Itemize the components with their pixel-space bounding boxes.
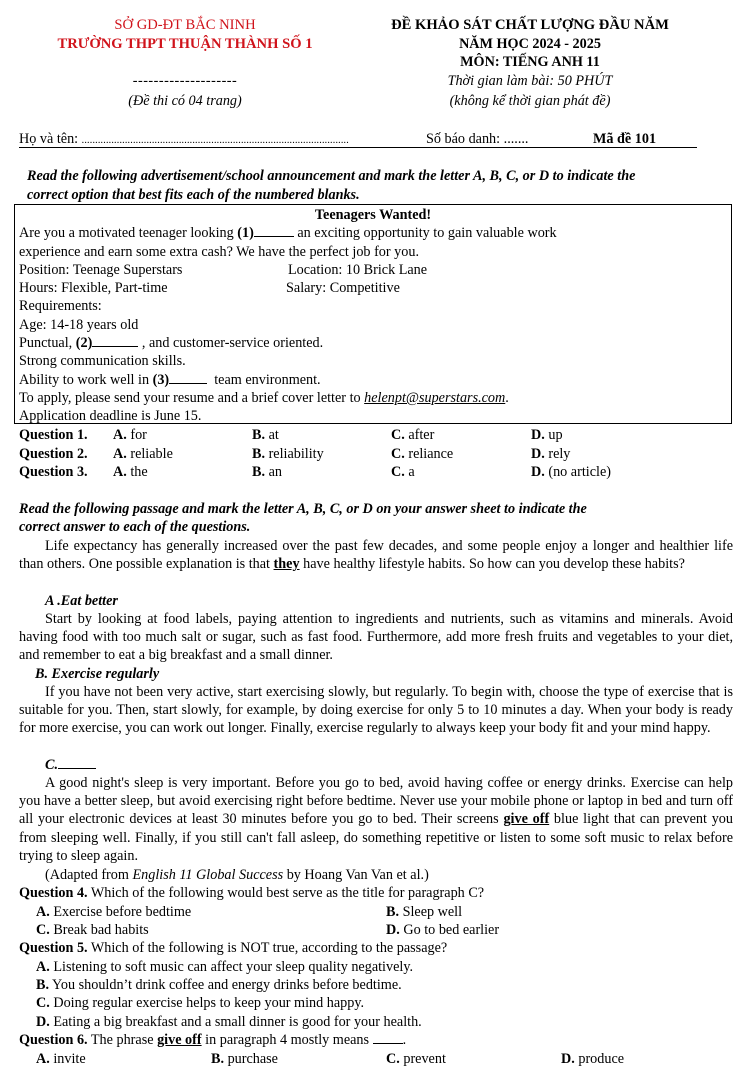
ad-text: , and customer-service oriented. [138,335,324,351]
heading-b: B. Exercise regularly [35,666,160,682]
candidate-number-line [426,130,528,148]
ad-text: Ability to work well in [19,372,153,388]
paragraph-a: Start by looking at food labels, paying attention to ingredients and nutrients, such as vitamins and minerals. Avoid having food with too much salt or sugar, such as fast food. Furthermore, add more fresh fruits and vegetables to your diet, and remember to eat a big breakfast and a small dinner. [19,611,733,664]
exam-code: Mã đề 101 [593,131,657,147]
paragraph-b: If you have not been very active, start exercising slowly, but regularly. To begin with, choose the type of exercise that is suitable for you. Then, start slowly, for example, by doing exercise for only 5 to 10 minutes a day. When your body is ready for more exercise, you can work out longer. Finally, exercise regularly to always keep your body fit and your mind happy. [19,684,733,737]
ad-text: Are you a motivated teenager looking [19,225,238,241]
blank-number-1: (1) [237,225,254,241]
ad-text: To apply, please send your resume and a brief cover letter to [19,390,365,406]
question-label: Question 4. [19,885,88,901]
option-d[interactable]: D. Eating a big breakfast and a small dinner is good for your health. [36,1014,422,1030]
option-b[interactable]: B. You shouldn’t drink coffee and energy drinks before bedtime. [36,977,402,993]
sbd-label: Số báo danh: [426,131,501,147]
ad-location: Location: 10 Brick Lane [288,262,428,278]
blank-answer [373,1031,403,1044]
ad-apply [19,389,509,407]
underlined-phrase-give-off: give off [503,811,550,828]
heading-a: A .Eat better [45,593,118,609]
sbd-dots: ....... [503,131,529,147]
question-label: Question 2. [19,446,88,462]
subject: MÔN: TIẾNG ANH 11 [460,54,600,70]
option-c[interactable]: C. prevent [386,1051,446,1067]
option-a[interactable]: A. the [113,464,148,480]
ad-line-1 [19,224,557,242]
question-label: Question 1. [19,427,88,443]
option-b[interactable]: B. at [252,427,279,443]
email-link[interactable]: helenpt@superstars.com [364,390,506,406]
heading-c: C. [45,756,96,774]
ad-age: Age: 14-18 years old [19,317,139,333]
blank-number-3: (3) [152,372,170,388]
passage-intro: Life expectancy has generally increased over the past few decades, and some people enjoy a longer and healthier life than others. One possible explanation is that they have healthy lifestyle habits. So how can you develop these habits? [19,538,733,573]
question-label: Question 5. [19,940,88,956]
option-b[interactable]: B. reliability [252,446,324,462]
option-c[interactable]: C. Doing regular exercise helps to keep your mind happy. [36,995,365,1011]
ad-hours: Hours: Flexible, Part-time [19,280,168,296]
ad-punctual [19,334,323,352]
question-label: Question 6. [19,1032,88,1048]
exam-title: ĐỀ KHẢO SÁT CHẤT LƯỢNG ĐẦU NĂM [391,17,669,33]
ad-text: an exciting opportunity to gain valuable work [293,225,557,241]
name-dots: ................................................................................................... [81,135,349,146]
paragraph-c: A good night's sleep is very important. Before you go to bed, avoid having coffee or energy drinks. Exercise can help you have a better sleep, but avoid exercising right before bedtime. Never use your mobile phone or laptop in bed and turn off all your electronic devices at least 30 minutes before you go to bed. Their screens give off blue light that can prevent you from sleeping well. Finally, if you still can't fall asleep, do something repetitive or listen to some soft music to relax before trying to sleep again. [19,775,733,864]
ad-deadline: Application deadline is June 15. [19,408,202,424]
underlined-phrase-give-off: give off [157,1032,202,1048]
section1-instruction-line1: Read the following advertisement/school announcement and mark the letter A, B, C, or D to indicate the [27,168,636,184]
question-label: Question 3. [19,464,88,480]
option-c[interactable]: C. reliance [391,446,454,462]
option-d[interactable]: D. (no article) [531,464,611,480]
ad-requirements: Requirements: [19,298,102,314]
option-c[interactable]: C. after [391,427,435,443]
option-a[interactable]: A. reliable [113,446,173,462]
department-name: SỞ GD-ĐT BẮC NINH [114,17,256,33]
passage-source: (Adapted from English 11 Global Success by Hoang Van Van et al.) [45,867,429,883]
time-note: (không kể thời gian phát đề) [449,93,611,109]
blank-1 [254,224,294,237]
ad-salary: Salary: Competitive [286,280,400,296]
section2-instruction-line2: correct answer to each of the questions. [19,519,251,535]
option-c[interactable]: C. a [391,464,415,480]
header-rule [19,147,697,148]
ad-title: Teenagers Wanted! [314,207,432,223]
option-d[interactable]: D. Go to bed earlier [386,922,500,938]
option-b[interactable]: B. Sleep well [386,904,463,920]
ad-position: Position: Teenage Superstars [19,262,183,278]
option-d[interactable]: D. up [531,427,563,443]
page-count-note: (Đề thi có 04 trang) [128,93,242,109]
question-text: Which of the following would best serve as the title for paragraph C? [87,885,485,901]
blank-2 [92,334,138,347]
school-year: NĂM HỌC 2024 - 2025 [459,36,601,52]
ad-ability [19,371,321,389]
header-divider: -------------------- [132,73,238,89]
option-a[interactable]: A. Listening to soft music can affect your sleep quality negatively. [36,959,414,975]
option-b[interactable]: B. purchase [211,1051,278,1067]
option-c[interactable]: C. Break bad habits [36,922,149,938]
option-d[interactable]: D. produce [561,1051,625,1067]
question-text: Which of the following is NOT true, according to the passage? [87,940,448,956]
option-a[interactable]: A. Exercise before bedtime [36,904,192,920]
time-limit: Thời gian làm bài: 50 PHÚT [447,73,613,89]
blank-3 [169,371,207,384]
option-d[interactable]: D. rely [531,446,571,462]
ad-text: team environment. [214,372,321,388]
blank-heading-c [58,756,96,769]
section1-instruction-line2: correct option that best fits each of the numbered blanks. [27,187,360,203]
ad-line-2: experience and earn some extra cash? We have the perfect job for you. [19,244,419,260]
option-b[interactable]: B. an [252,464,282,480]
advertisement-box [14,204,732,424]
name-label: Họ và tên: [19,131,79,147]
blank-number-2: (2) [75,335,93,351]
option-a[interactable]: A. invite [36,1051,86,1067]
ad-communication: Strong communication skills. [19,353,186,369]
ad-text: . [505,390,509,406]
section2-instruction-line1: Read the following passage and mark the letter A, B, C, or D on your answer sheet to indicate the [19,501,587,517]
school-name: TRƯỜNG THPT THUẬN THÀNH SỐ 1 [57,36,313,52]
option-a[interactable]: A. for [113,427,147,443]
underlined-word-they: they [273,556,300,573]
ad-text: Punctual, [19,335,76,351]
